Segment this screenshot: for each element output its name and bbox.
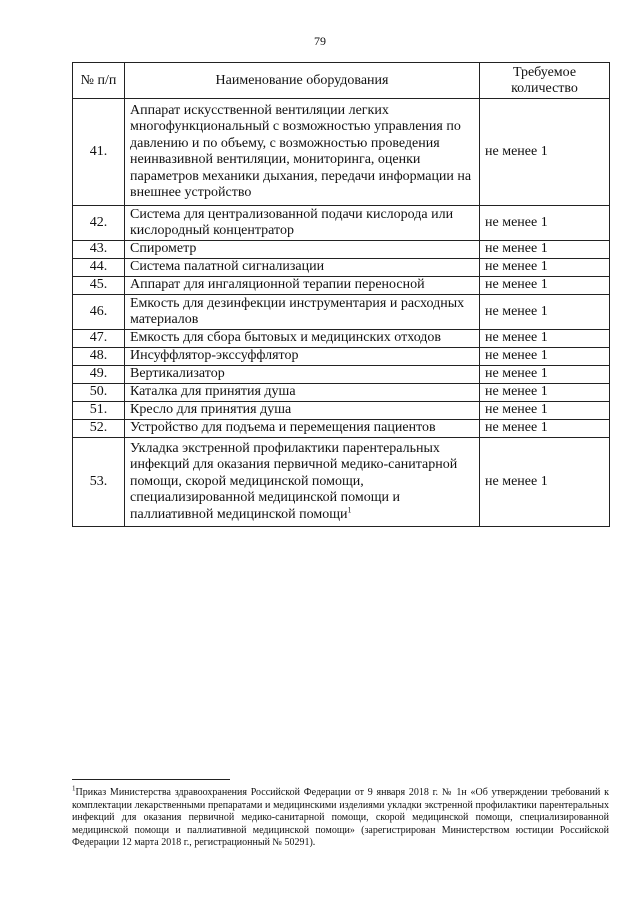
equipment-table (72, 62, 610, 527)
row-name: Система для централизованной подачи кислорода или кислородный концентратор (125, 206, 480, 241)
row-num: 45. (73, 277, 125, 295)
table-row (73, 420, 610, 438)
row-qty: не менее 1 (480, 384, 610, 402)
row-name (125, 438, 480, 527)
footnote-text: Приказ Министерства здравоохранения Российской Федерации от 9 января 2018 г. № 1н «Об утверждении требований к комплектации лекарственными препаратами и медицинскими изделиями укладки экстренной профилактики парентеральных инфекций для оказания первичной медико-санитарной помощи, скорой медицинской помощи, специализированной медицинской помощи и паллиативной медицинской помощи» (зарегистрирован Министерством юстиции Российской Федерации 12 марта 2018 г., регистрационный № 50291). (72, 787, 609, 848)
table-row (73, 99, 610, 206)
row-num: 51. (73, 402, 125, 420)
row-num: 50. (73, 384, 125, 402)
table-row (73, 206, 610, 241)
row-qty: не менее 1 (480, 330, 610, 348)
row-name: Аппарат искусственной вентиляции легких многофункциональный с возможностью управления по давлению и по объему, с возможностью проведения неинвазивной вентиляции, мониторинга, оценки параметров механики дыхания, передачи информации на внешнее устройство (125, 99, 480, 206)
table-row (73, 384, 610, 402)
page-number: 79 (314, 34, 326, 48)
table-row (73, 402, 610, 420)
row-name-text: Укладка экстренной профилактики парентеральных инфекций для оказания первичной медико-санитарной помощи, скорой медицинской помощи, специализированной медицинской помощи и паллиативной медицинской помощи (130, 440, 458, 522)
row-qty: не менее 1 (480, 402, 610, 420)
row-num: 44. (73, 259, 125, 277)
row-name: Емкость для дезинфекции инструментария и расходных материалов (125, 295, 480, 330)
table-row (73, 277, 610, 295)
table-row (73, 348, 610, 366)
header-name: Наименование оборудования (125, 63, 480, 99)
table-row (73, 241, 610, 259)
table-header-row (73, 63, 610, 99)
row-qty: не менее 1 (480, 99, 610, 206)
header-num: № п/п (73, 63, 125, 99)
table-row (73, 330, 610, 348)
footnote (72, 784, 609, 850)
row-num: 42. (73, 206, 125, 241)
header-qty: Требуемое количество (480, 63, 610, 99)
row-num: 41. (73, 99, 125, 206)
row-name: Спирометр (125, 241, 480, 259)
table-row (73, 295, 610, 330)
row-num: 47. (73, 330, 125, 348)
row-name: Аппарат для ингаляционной терапии переносной (125, 277, 480, 295)
row-qty: не менее 1 (480, 206, 610, 241)
row-qty: не менее 1 (480, 348, 610, 366)
row-name: Емкость для сбора бытовых и медицинских отходов (125, 330, 480, 348)
footnote-marker: 1 (72, 784, 76, 793)
row-qty: не менее 1 (480, 277, 610, 295)
row-num: 48. (73, 348, 125, 366)
row-num: 52. (73, 420, 125, 438)
row-qty: не менее 1 (480, 438, 610, 527)
row-qty: не менее 1 (480, 259, 610, 277)
row-name: Каталка для принятия душа (125, 384, 480, 402)
footnote-ref: 1 (347, 505, 352, 515)
row-num: 53. (73, 438, 125, 527)
row-qty: не менее 1 (480, 420, 610, 438)
row-name: Кресло для принятия душа (125, 402, 480, 420)
row-qty: не менее 1 (480, 366, 610, 384)
row-qty: не менее 1 (480, 241, 610, 259)
row-num: 49. (73, 366, 125, 384)
table-row (73, 438, 610, 527)
table-row (73, 259, 610, 277)
footnote-divider (72, 779, 230, 780)
row-name: Система палатной сигнализации (125, 259, 480, 277)
row-name: Устройство для подъема и перемещения пациентов (125, 420, 480, 438)
row-qty: не менее 1 (480, 295, 610, 330)
row-name: Вертикализатор (125, 366, 480, 384)
row-num: 46. (73, 295, 125, 330)
table-row (73, 366, 610, 384)
row-name: Инсуффлятор-экссуффлятор (125, 348, 480, 366)
row-num: 43. (73, 241, 125, 259)
